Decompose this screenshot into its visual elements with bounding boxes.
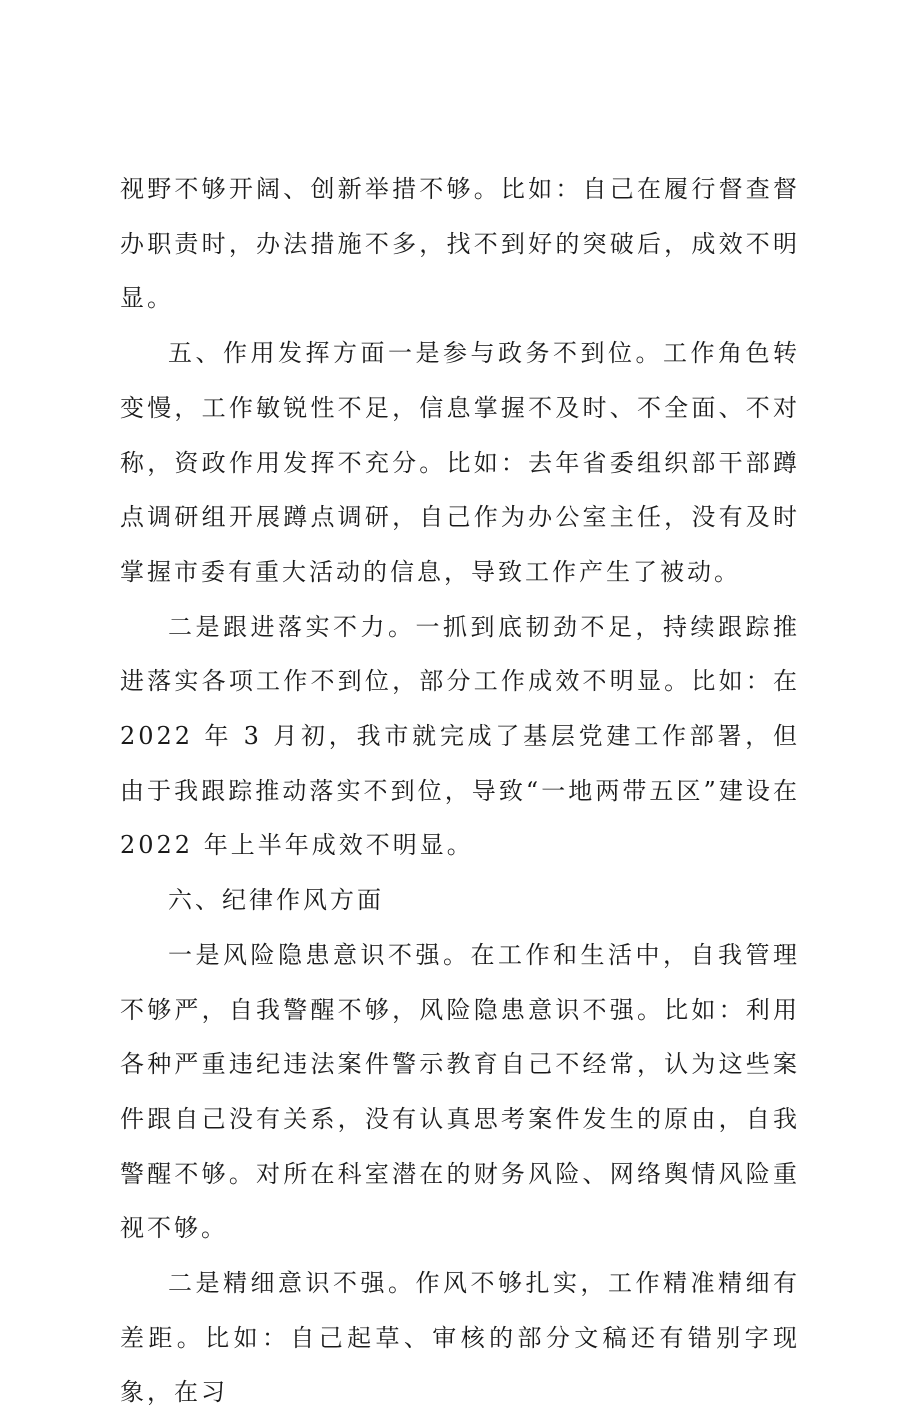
- heading-section-six: 六、纪律作风方面: [168, 886, 384, 915]
- paragraph-section-five: 五、作用发挥方面一是参与政务不到位。工作角色转变慢，工作敏锐性不足，信息掌握不及时、不全面、不对称，资政作用发挥不充分。比如：去年省委组织部干部蹲点调研组开展蹲点调研，自己作为办公室主任，没有及时掌握市委有重大活动的信息，导致工作产生了被动。: [120, 339, 800, 586]
- paragraph-follow-up: 二是跟进落实不力。一抓到底韧劲不足，持续跟踪推进落实各项工作不到位，部分工作成效不明显。比如：在 2022 年 3 月初，我市就完成了基层党建工作部署，但由于我跟踪推动落实不到位，导致“一地两带五区”建设在2022 年上半年成效不明显。: [120, 612, 800, 860]
- document-body: [120, 162, 800, 1420]
- paragraph-continuation: 视野不够开阔、创新举措不够。比如：自己在履行督查督办职责时，办法措施不多，找不到好的突破后，成效不明显。: [120, 175, 800, 313]
- paragraph-risk-awareness: 一是风险隐患意识不强。在工作和生活中，自我管理不够严，自我警醒不够，风险隐患意识不强。比如：利用各种严重违纪违法案件警示教育自己不经常，认为这些案件跟自己没有关系，没有认真思考案件发生的原由，自我警醒不够。对所在科室潜在的财务风险、网络舆情风险重视不够。: [120, 940, 800, 1243]
- paragraph-precision: 二是精细意识不强。作风不够扎实，工作精准精细有差距。比如：自己起草、审核的部分文稿还有错别字现象，在习: [120, 1269, 800, 1407]
